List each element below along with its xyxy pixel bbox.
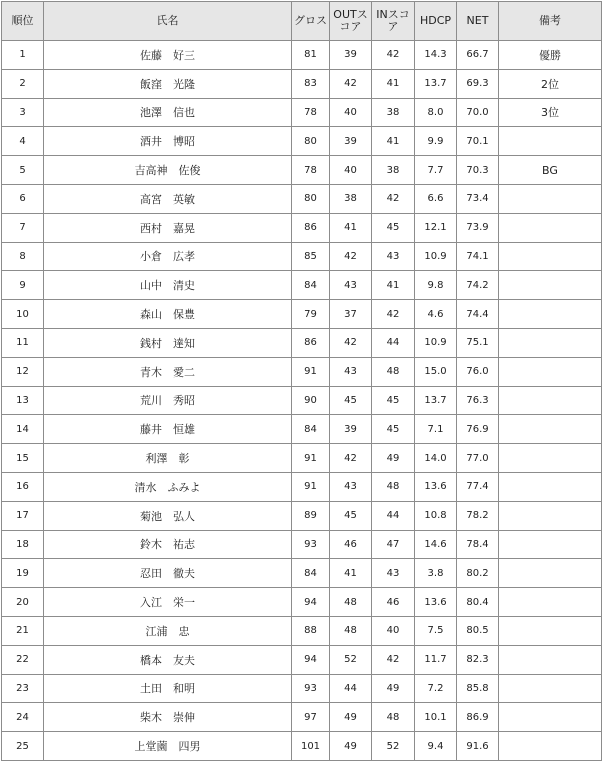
name-cell: 鈴木 祐志 bbox=[44, 530, 292, 559]
out-score-cell: 39 bbox=[330, 415, 372, 444]
gross-cell: 78 bbox=[292, 156, 330, 185]
table-row bbox=[2, 41, 602, 70]
name-cell: 藤井 恒雄 bbox=[44, 415, 292, 444]
in-score-cell: 42 bbox=[372, 300, 415, 329]
in-score-cell: 41 bbox=[372, 127, 415, 156]
hdcp-cell: 10.8 bbox=[415, 501, 457, 530]
table-row bbox=[2, 156, 602, 185]
gross-cell: 94 bbox=[292, 645, 330, 674]
name-cell: 柴木 崇伸 bbox=[44, 703, 292, 732]
table-row bbox=[2, 184, 602, 213]
header-out-score: OUTスコア bbox=[330, 2, 372, 41]
net-cell: 80.2 bbox=[457, 559, 499, 588]
table-row bbox=[2, 98, 602, 127]
out-score-cell: 41 bbox=[330, 559, 372, 588]
name-cell: 銭村 達知 bbox=[44, 328, 292, 357]
hdcp-cell: 11.7 bbox=[415, 645, 457, 674]
in-score-cell: 42 bbox=[372, 645, 415, 674]
note-cell bbox=[499, 184, 602, 213]
rank-cell: 15 bbox=[2, 444, 44, 473]
name-cell: 西村 嘉晃 bbox=[44, 213, 292, 242]
out-score-cell: 43 bbox=[330, 271, 372, 300]
note-cell bbox=[499, 328, 602, 357]
gross-cell: 80 bbox=[292, 127, 330, 156]
note-cell: 2位 bbox=[499, 69, 602, 98]
out-score-cell: 37 bbox=[330, 300, 372, 329]
note-cell bbox=[499, 559, 602, 588]
rank-cell: 18 bbox=[2, 530, 44, 559]
net-cell: 70.3 bbox=[457, 156, 499, 185]
note-cell bbox=[499, 415, 602, 444]
hdcp-cell: 14.3 bbox=[415, 41, 457, 70]
name-cell: 忍田 徹夫 bbox=[44, 559, 292, 588]
rank-cell: 19 bbox=[2, 559, 44, 588]
in-score-cell: 47 bbox=[372, 530, 415, 559]
table-row bbox=[2, 357, 602, 386]
out-score-cell: 43 bbox=[330, 472, 372, 501]
out-score-cell: 40 bbox=[330, 156, 372, 185]
table-row bbox=[2, 674, 602, 703]
out-score-cell: 48 bbox=[330, 616, 372, 645]
table-row bbox=[2, 415, 602, 444]
header-name: 氏名 bbox=[44, 2, 292, 41]
note-cell bbox=[499, 588, 602, 617]
name-cell: 青木 愛二 bbox=[44, 357, 292, 386]
rank-cell: 22 bbox=[2, 645, 44, 674]
rank-cell: 13 bbox=[2, 386, 44, 415]
name-cell: 高宮 英敏 bbox=[44, 184, 292, 213]
rank-cell: 24 bbox=[2, 703, 44, 732]
note-cell bbox=[499, 530, 602, 559]
gross-cell: 85 bbox=[292, 242, 330, 271]
hdcp-cell: 12.1 bbox=[415, 213, 457, 242]
gross-cell: 91 bbox=[292, 357, 330, 386]
net-cell: 75.1 bbox=[457, 328, 499, 357]
rank-cell: 10 bbox=[2, 300, 44, 329]
net-cell: 76.9 bbox=[457, 415, 499, 444]
table-row bbox=[2, 559, 602, 588]
note-cell: 3位 bbox=[499, 98, 602, 127]
table-row bbox=[2, 69, 602, 98]
in-score-cell: 38 bbox=[372, 98, 415, 127]
table-row bbox=[2, 242, 602, 271]
net-cell: 69.3 bbox=[457, 69, 499, 98]
note-cell: 優勝 bbox=[499, 41, 602, 70]
hdcp-cell: 8.0 bbox=[415, 98, 457, 127]
in-score-cell: 49 bbox=[372, 444, 415, 473]
header-net: NET bbox=[457, 2, 499, 41]
net-cell: 80.4 bbox=[457, 588, 499, 617]
net-cell: 74.2 bbox=[457, 271, 499, 300]
gross-cell: 78 bbox=[292, 98, 330, 127]
in-score-cell: 48 bbox=[372, 703, 415, 732]
rank-cell: 20 bbox=[2, 588, 44, 617]
table-row bbox=[2, 300, 602, 329]
hdcp-cell: 7.1 bbox=[415, 415, 457, 444]
name-cell: 土田 和明 bbox=[44, 674, 292, 703]
gross-cell: 93 bbox=[292, 674, 330, 703]
rank-cell: 1 bbox=[2, 41, 44, 70]
net-cell: 78.4 bbox=[457, 530, 499, 559]
net-cell: 70.0 bbox=[457, 98, 499, 127]
table-row bbox=[2, 645, 602, 674]
out-score-cell: 42 bbox=[330, 69, 372, 98]
in-score-cell: 41 bbox=[372, 69, 415, 98]
note-cell bbox=[499, 271, 602, 300]
note-cell bbox=[499, 357, 602, 386]
rank-cell: 11 bbox=[2, 328, 44, 357]
name-cell: 利澤 彰 bbox=[44, 444, 292, 473]
rank-cell: 21 bbox=[2, 616, 44, 645]
table-row bbox=[2, 703, 602, 732]
out-score-cell: 45 bbox=[330, 386, 372, 415]
gross-cell: 90 bbox=[292, 386, 330, 415]
in-score-cell: 45 bbox=[372, 415, 415, 444]
net-cell: 74.1 bbox=[457, 242, 499, 271]
net-cell: 76.3 bbox=[457, 386, 499, 415]
rank-cell: 17 bbox=[2, 501, 44, 530]
hdcp-cell: 9.8 bbox=[415, 271, 457, 300]
table-row bbox=[2, 127, 602, 156]
note-cell: BG bbox=[499, 156, 602, 185]
results-table bbox=[1, 1, 602, 761]
table-row bbox=[2, 501, 602, 530]
gross-cell: 88 bbox=[292, 616, 330, 645]
in-score-cell: 41 bbox=[372, 271, 415, 300]
hdcp-cell: 13.7 bbox=[415, 69, 457, 98]
net-cell: 86.9 bbox=[457, 703, 499, 732]
rank-cell: 7 bbox=[2, 213, 44, 242]
net-cell: 80.5 bbox=[457, 616, 499, 645]
in-score-cell: 52 bbox=[372, 732, 415, 761]
hdcp-cell: 9.9 bbox=[415, 127, 457, 156]
gross-cell: 101 bbox=[292, 732, 330, 761]
rank-cell: 4 bbox=[2, 127, 44, 156]
in-score-cell: 49 bbox=[372, 674, 415, 703]
in-score-cell: 48 bbox=[372, 472, 415, 501]
name-cell: 入江 栄一 bbox=[44, 588, 292, 617]
net-cell: 82.3 bbox=[457, 645, 499, 674]
table-row bbox=[2, 386, 602, 415]
gross-cell: 79 bbox=[292, 300, 330, 329]
out-score-cell: 39 bbox=[330, 41, 372, 70]
gross-cell: 84 bbox=[292, 559, 330, 588]
rank-cell: 23 bbox=[2, 674, 44, 703]
hdcp-cell: 10.1 bbox=[415, 703, 457, 732]
gross-cell: 86 bbox=[292, 328, 330, 357]
out-score-cell: 39 bbox=[330, 127, 372, 156]
hdcp-cell: 14.6 bbox=[415, 530, 457, 559]
out-score-cell: 49 bbox=[330, 703, 372, 732]
out-score-cell: 43 bbox=[330, 357, 372, 386]
header-row bbox=[2, 2, 602, 41]
net-cell: 78.2 bbox=[457, 501, 499, 530]
name-cell: 菊池 弘人 bbox=[44, 501, 292, 530]
gross-cell: 86 bbox=[292, 213, 330, 242]
hdcp-cell: 13.6 bbox=[415, 472, 457, 501]
note-cell bbox=[499, 242, 602, 271]
name-cell: 酒井 博昭 bbox=[44, 127, 292, 156]
table-row bbox=[2, 732, 602, 761]
gross-cell: 93 bbox=[292, 530, 330, 559]
in-score-cell: 44 bbox=[372, 328, 415, 357]
hdcp-cell: 10.9 bbox=[415, 328, 457, 357]
out-score-cell: 42 bbox=[330, 444, 372, 473]
gross-cell: 97 bbox=[292, 703, 330, 732]
hdcp-cell: 15.0 bbox=[415, 357, 457, 386]
gross-cell: 89 bbox=[292, 501, 330, 530]
rank-cell: 8 bbox=[2, 242, 44, 271]
in-score-cell: 43 bbox=[372, 559, 415, 588]
table-row bbox=[2, 588, 602, 617]
in-score-cell: 38 bbox=[372, 156, 415, 185]
in-score-cell: 40 bbox=[372, 616, 415, 645]
net-cell: 77.4 bbox=[457, 472, 499, 501]
header-in-score: INスコア bbox=[372, 2, 415, 41]
out-score-cell: 44 bbox=[330, 674, 372, 703]
name-cell: 荒川 秀昭 bbox=[44, 386, 292, 415]
table-row bbox=[2, 328, 602, 357]
name-cell: 池澤 信也 bbox=[44, 98, 292, 127]
out-score-cell: 40 bbox=[330, 98, 372, 127]
net-cell: 66.7 bbox=[457, 41, 499, 70]
hdcp-cell: 4.6 bbox=[415, 300, 457, 329]
out-score-cell: 38 bbox=[330, 184, 372, 213]
out-score-cell: 52 bbox=[330, 645, 372, 674]
gross-cell: 91 bbox=[292, 472, 330, 501]
hdcp-cell: 9.4 bbox=[415, 732, 457, 761]
hdcp-cell: 10.9 bbox=[415, 242, 457, 271]
name-cell: 佐藤 好三 bbox=[44, 41, 292, 70]
header-note: 備考 bbox=[499, 2, 602, 41]
gross-cell: 81 bbox=[292, 41, 330, 70]
table-row bbox=[2, 530, 602, 559]
net-cell: 91.6 bbox=[457, 732, 499, 761]
name-cell: 江浦 忠 bbox=[44, 616, 292, 645]
name-cell: 山中 清史 bbox=[44, 271, 292, 300]
out-score-cell: 41 bbox=[330, 213, 372, 242]
out-score-cell: 46 bbox=[330, 530, 372, 559]
net-cell: 77.0 bbox=[457, 444, 499, 473]
gross-cell: 83 bbox=[292, 69, 330, 98]
gross-cell: 94 bbox=[292, 588, 330, 617]
in-score-cell: 44 bbox=[372, 501, 415, 530]
rank-cell: 5 bbox=[2, 156, 44, 185]
name-cell: 清水 ふみよ bbox=[44, 472, 292, 501]
name-cell: 森山 保豊 bbox=[44, 300, 292, 329]
table-row bbox=[2, 472, 602, 501]
name-cell: 飯窪 光隆 bbox=[44, 69, 292, 98]
table-row bbox=[2, 271, 602, 300]
net-cell: 85.8 bbox=[457, 674, 499, 703]
in-score-cell: 45 bbox=[372, 386, 415, 415]
rank-cell: 3 bbox=[2, 98, 44, 127]
name-cell: 小倉 広孝 bbox=[44, 242, 292, 271]
in-score-cell: 45 bbox=[372, 213, 415, 242]
hdcp-cell: 7.2 bbox=[415, 674, 457, 703]
hdcp-cell: 13.7 bbox=[415, 386, 457, 415]
out-score-cell: 42 bbox=[330, 328, 372, 357]
net-cell: 70.1 bbox=[457, 127, 499, 156]
note-cell bbox=[499, 386, 602, 415]
note-cell bbox=[499, 732, 602, 761]
out-score-cell: 42 bbox=[330, 242, 372, 271]
note-cell bbox=[499, 444, 602, 473]
header-gross: グロス bbox=[292, 2, 330, 41]
note-cell bbox=[499, 645, 602, 674]
hdcp-cell: 3.8 bbox=[415, 559, 457, 588]
net-cell: 73.4 bbox=[457, 184, 499, 213]
name-cell: 橋本 友夫 bbox=[44, 645, 292, 674]
note-cell bbox=[499, 703, 602, 732]
gross-cell: 84 bbox=[292, 271, 330, 300]
table-row bbox=[2, 444, 602, 473]
in-score-cell: 43 bbox=[372, 242, 415, 271]
note-cell bbox=[499, 300, 602, 329]
in-score-cell: 48 bbox=[372, 357, 415, 386]
note-cell bbox=[499, 472, 602, 501]
table-row bbox=[2, 616, 602, 645]
out-score-cell: 49 bbox=[330, 732, 372, 761]
header-hdcp: HDCP bbox=[415, 2, 457, 41]
net-cell: 73.9 bbox=[457, 213, 499, 242]
in-score-cell: 46 bbox=[372, 588, 415, 617]
hdcp-cell: 14.0 bbox=[415, 444, 457, 473]
out-score-cell: 45 bbox=[330, 501, 372, 530]
hdcp-cell: 6.6 bbox=[415, 184, 457, 213]
in-score-cell: 42 bbox=[372, 41, 415, 70]
rank-cell: 2 bbox=[2, 69, 44, 98]
table-row bbox=[2, 213, 602, 242]
net-cell: 74.4 bbox=[457, 300, 499, 329]
table-body bbox=[2, 41, 602, 761]
hdcp-cell: 7.5 bbox=[415, 616, 457, 645]
name-cell: 上堂薗 四男 bbox=[44, 732, 292, 761]
out-score-cell: 48 bbox=[330, 588, 372, 617]
name-cell: 吉高神 佐俊 bbox=[44, 156, 292, 185]
net-cell: 76.0 bbox=[457, 357, 499, 386]
rank-cell: 16 bbox=[2, 472, 44, 501]
rank-cell: 25 bbox=[2, 732, 44, 761]
note-cell bbox=[499, 674, 602, 703]
rank-cell: 9 bbox=[2, 271, 44, 300]
note-cell bbox=[499, 213, 602, 242]
note-cell bbox=[499, 501, 602, 530]
gross-cell: 80 bbox=[292, 184, 330, 213]
rank-cell: 12 bbox=[2, 357, 44, 386]
hdcp-cell: 7.7 bbox=[415, 156, 457, 185]
rank-cell: 6 bbox=[2, 184, 44, 213]
gross-cell: 91 bbox=[292, 444, 330, 473]
note-cell bbox=[499, 127, 602, 156]
rank-cell: 14 bbox=[2, 415, 44, 444]
header-rank: 順位 bbox=[2, 2, 44, 41]
note-cell bbox=[499, 616, 602, 645]
gross-cell: 84 bbox=[292, 415, 330, 444]
hdcp-cell: 13.6 bbox=[415, 588, 457, 617]
in-score-cell: 42 bbox=[372, 184, 415, 213]
